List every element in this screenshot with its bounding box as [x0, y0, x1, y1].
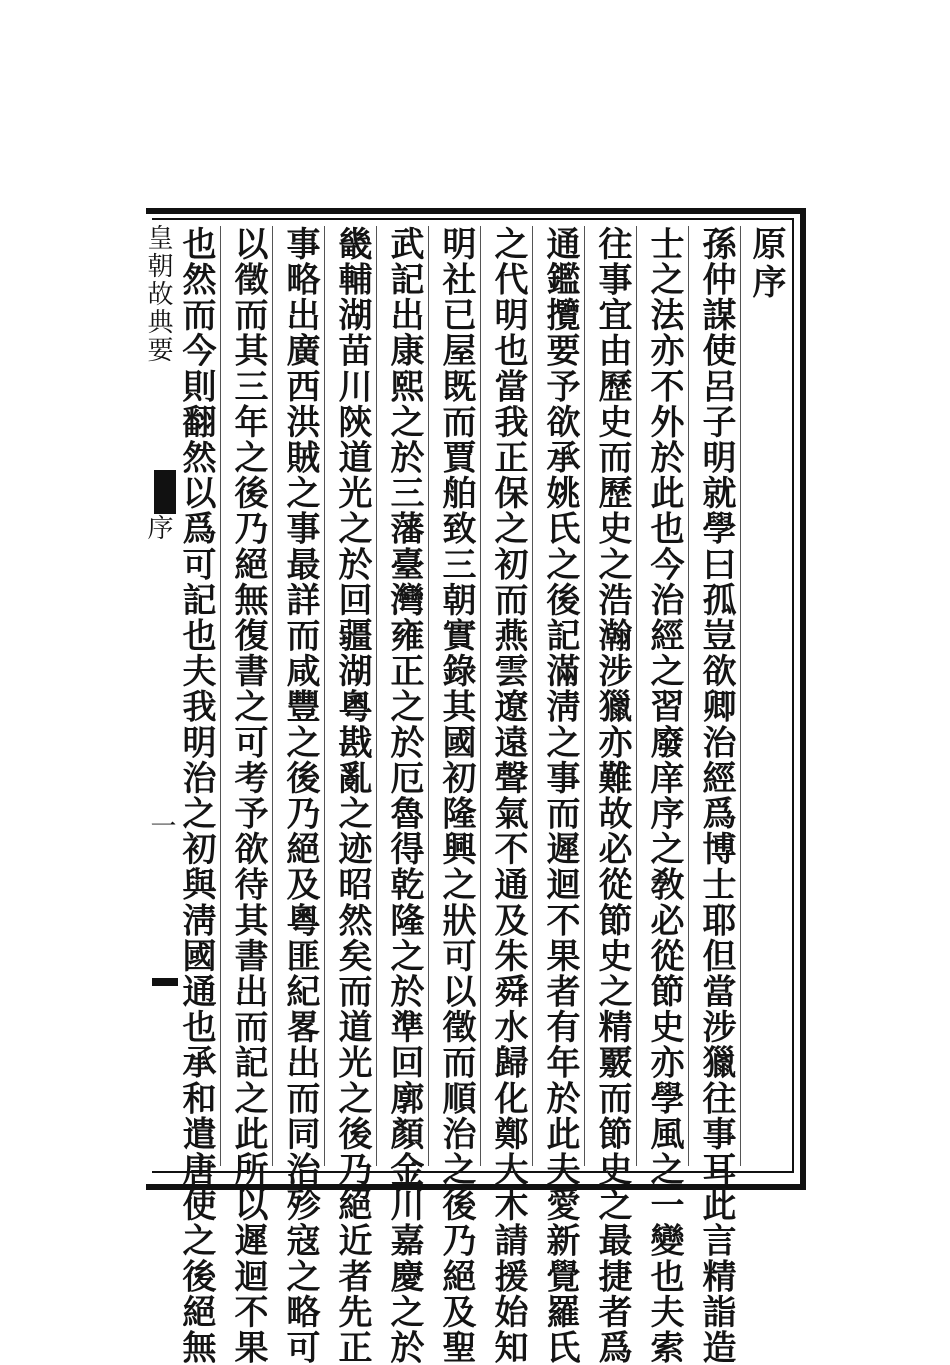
text-column: 畿輔湖苗川陝道光之於回疆湖粵戡亂之迹昭然矣而道光之後乃絕近者先正 — [332, 226, 372, 1365]
text-columns — [176, 226, 786, 1365]
page-number: 一 — [146, 812, 176, 838]
margin-book-title: 皇朝故典要 — [143, 224, 173, 364]
text-column: 孫仲謀使呂子明就學曰孤豈欲卿治經爲博士耶但當涉獵往事耳此言精詣造 — [696, 226, 736, 1365]
margin-section-label: 序 — [143, 514, 173, 540]
text-column: 往事宜由歷史而歷史之浩瀚涉獵亦難故必從節史之精覈而節史之最捷者爲 — [592, 226, 632, 1365]
text-column: 也然而今則翻然以爲可記也夫我明治之初與淸國通也承和遣唐使之後絕無 — [176, 226, 216, 1365]
text-column: 士之法亦不外於此也今治經之習廢庠序之敎必從節史亦學風之一變也夫索 — [644, 226, 684, 1365]
text-column: 明社已屋既而賈舶致三朝實錄其國初隆興之狀可以徵而順治之後乃絕及聖 — [436, 226, 476, 1365]
text-column: 以徵而其三年之後乃絕無復書之可考予欲待其書出而記之此所以遲迴不果 — [228, 226, 268, 1365]
text-column: 事略出廣西洪賊之事最詳而咸豐之後乃絕及粵匪紀畧出而同治殄寇之略可 — [280, 226, 320, 1365]
text-column: 通鑑攬要予欲承姚氏之後記滿淸之事而遲迴不果者有年於此夫愛新覺羅氏 — [540, 226, 580, 1365]
section-heading: 原序 — [746, 226, 786, 302]
text-column: 武記出康熙之於三藩臺灣雍正之於厄魯得乾隆之於準回廓顏金川嘉慶之於 — [384, 226, 424, 1365]
text-column: 之代明也當我正保之初而燕雲遼遠聲氣不通及朱舜水歸化鄭大木請援始知 — [488, 226, 528, 1365]
